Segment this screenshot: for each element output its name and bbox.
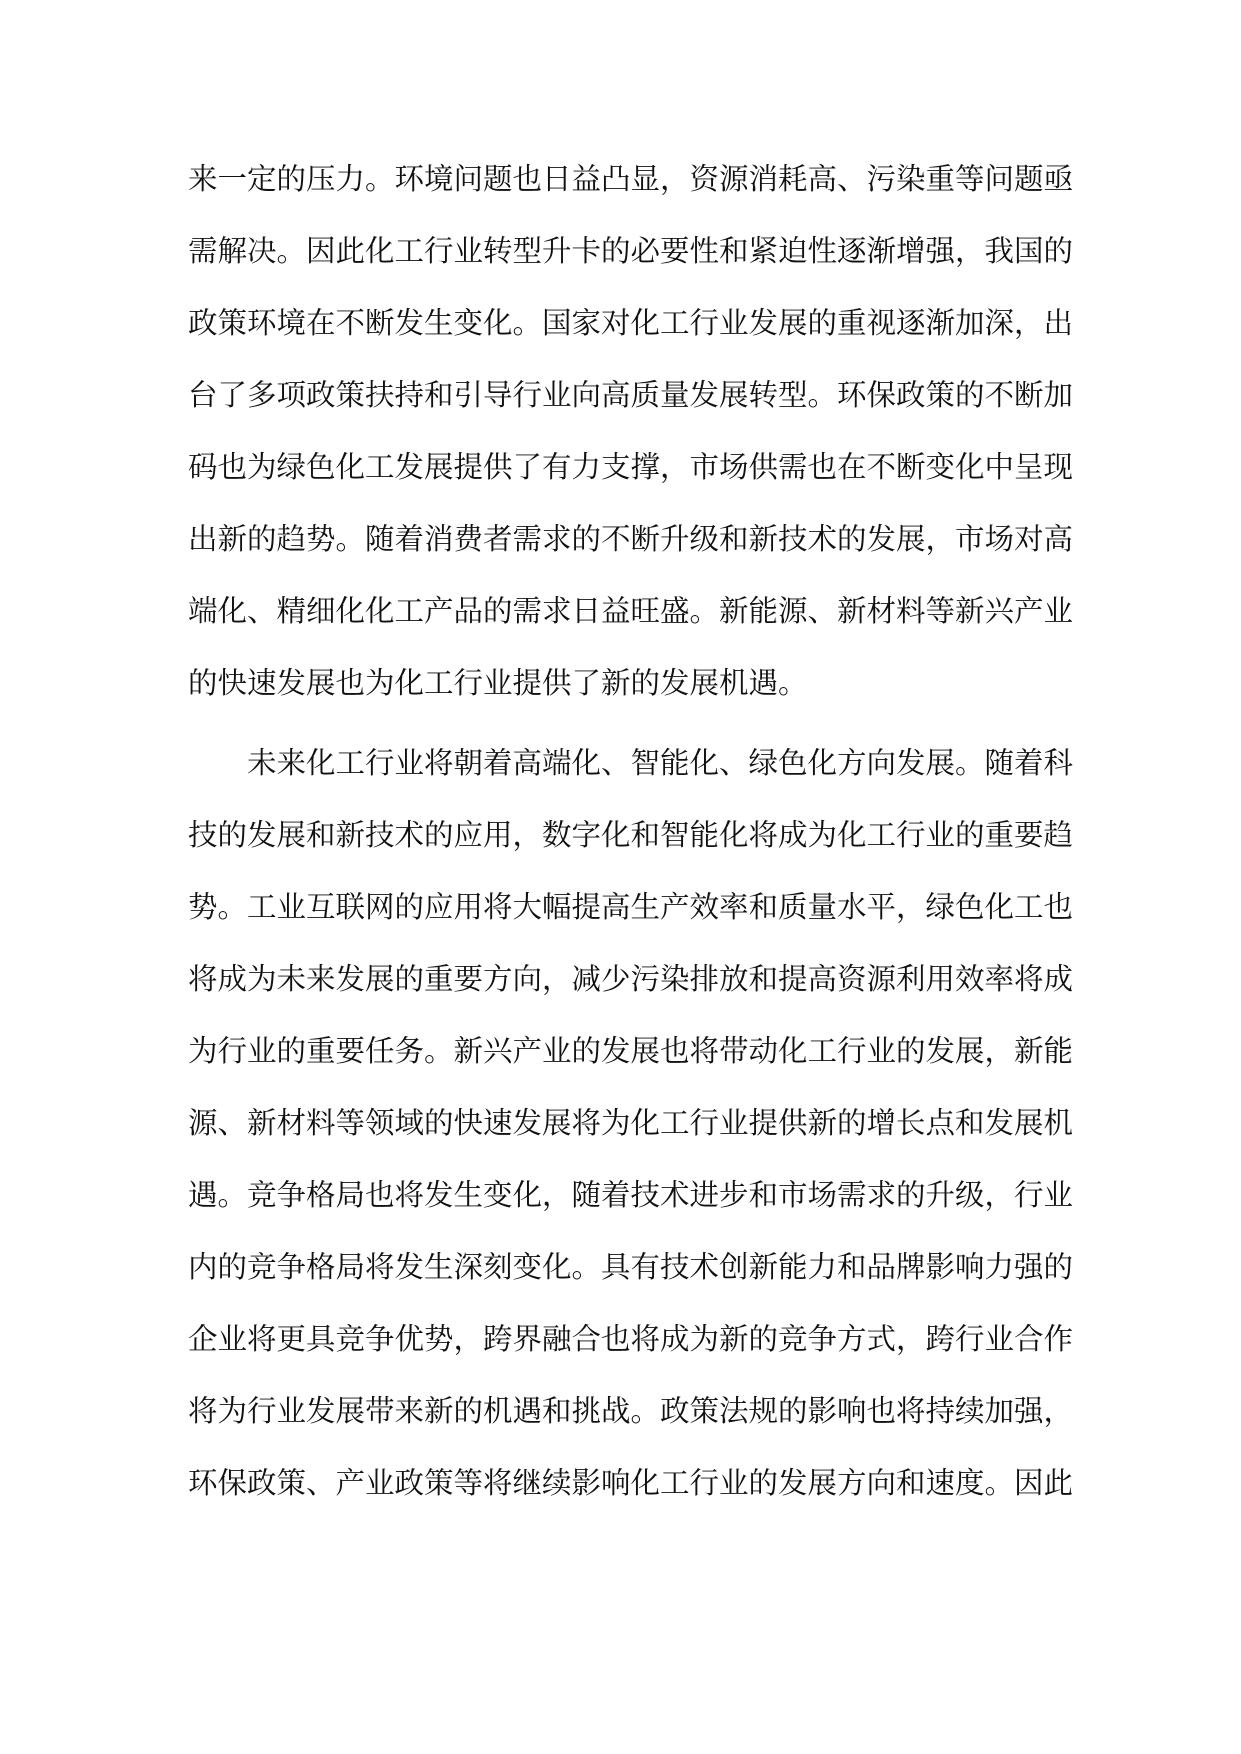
- paragraph-2: [188, 727, 1074, 1519]
- text-line: 企业将更具竞争优势，跨界融合也将成为新的竞争方式，跨行业合作: [188, 1322, 1074, 1356]
- text-line: 未来化工行业将朝着高端化、智能化、绿色化方向发展。随着科: [247, 746, 1074, 780]
- text-line: 来一定的压力。环境问题也日益凸显，资源消耗高、污染重等问题亟: [188, 162, 1074, 196]
- text-line: 台了多项政策扶持和引导行业向高质量发展转型。环保政策的不断加: [188, 378, 1074, 412]
- paragraph-1: [188, 143, 1074, 719]
- text-line: 技的发展和新技术的应用，数字化和智能化将成为化工行业的重要趋: [188, 818, 1074, 852]
- text-line: 势。工业互联网的应用将大幅提高生产效率和质量水平，绿色化工也: [188, 890, 1074, 924]
- text-line: 将成为未来发展的重要方向，减少污染排放和提高资源利用效率将成: [188, 962, 1074, 996]
- text-line: 遇。竞争格局也将发生变化，随着技术进步和市场需求的升级，行业: [188, 1178, 1074, 1212]
- text-line: 端化、精细化化工产品的需求日益旺盛。新能源、新材料等新兴产业: [188, 594, 1074, 628]
- text-line: 出新的趋势。随着消费者需求的不断升级和新技术的发展，市场对高: [188, 522, 1074, 556]
- text-line: 环保政策、产业政策等将继续影响化工行业的发展方向和速度。因此: [188, 1466, 1074, 1500]
- text-line: 需解决。因此化工行业转型升卡的必要性和紧迫性逐渐增强，我国的: [188, 234, 1074, 268]
- text-line: 的快速发展也为化工行业提供了新的发展机遇。: [188, 666, 808, 700]
- text-line: 政策环境在不断发生变化。国家对化工行业发展的重视逐渐加深，出: [188, 306, 1074, 340]
- text-line: 码也为绿色化工发展提供了有力支撑，市场供需也在不断变化中呈现: [188, 450, 1074, 484]
- paragraph-spacer: [188, 719, 1068, 727]
- body-text: [188, 143, 1074, 1519]
- text-line: 源、新材料等领域的快速发展将为化工行业提供新的增长点和发展机: [188, 1106, 1074, 1140]
- text-line: 为行业的重要任务。新兴产业的发展也将带动化工行业的发展，新能: [188, 1034, 1074, 1068]
- text-line: 将为行业发展带来新的机遇和挑战。政策法规的影响也将持续加强，: [188, 1394, 1074, 1428]
- text-line: 内的竞争格局将发生深刻变化。具有技术创新能力和品牌影响力强的: [188, 1250, 1074, 1284]
